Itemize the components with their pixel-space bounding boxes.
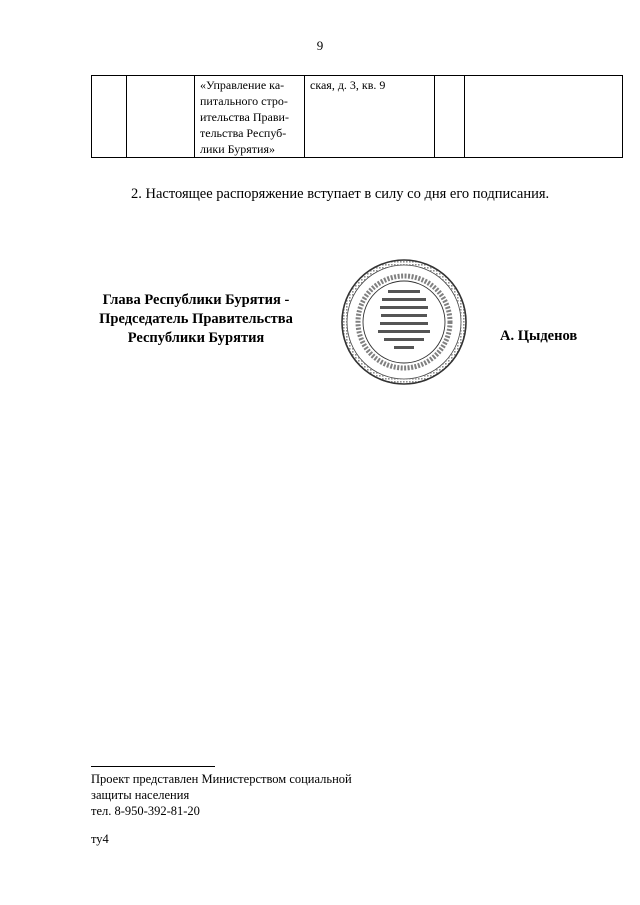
signatory-name: А. Цыденов bbox=[500, 328, 578, 344]
signatory-title: Глава Республики Бурятия - Председатель Правительства Республики Бурятия bbox=[99, 292, 293, 346]
page-number: 9 bbox=[316, 38, 324, 53]
table-cell bbox=[92, 76, 127, 158]
table-cell bbox=[435, 76, 465, 158]
footnote-divider bbox=[91, 766, 215, 767]
official-seal-icon bbox=[340, 258, 468, 386]
paragraph-2: 2. Настоящее распоряжение вступает в силу со дня его подписания. bbox=[131, 186, 550, 202]
footnote bbox=[91, 771, 352, 819]
table-row bbox=[92, 76, 623, 158]
document-code: ту4 bbox=[91, 832, 109, 846]
footnote-line: Проект представлен Министерством социальной bbox=[91, 772, 352, 786]
footnote-phone: тел. 8-950-392-81-20 bbox=[91, 804, 200, 818]
data-table bbox=[91, 75, 623, 158]
table-cell bbox=[127, 76, 195, 158]
footnote-line: защиты населения bbox=[91, 788, 190, 802]
table-cell-address: ская, д. 3, кв. 9 bbox=[305, 76, 435, 158]
table-cell bbox=[465, 76, 623, 158]
table-cell-organization: «Управление ка- питального стро- ительства Прави- тельства Респуб- лики Бурятия» bbox=[195, 76, 305, 158]
